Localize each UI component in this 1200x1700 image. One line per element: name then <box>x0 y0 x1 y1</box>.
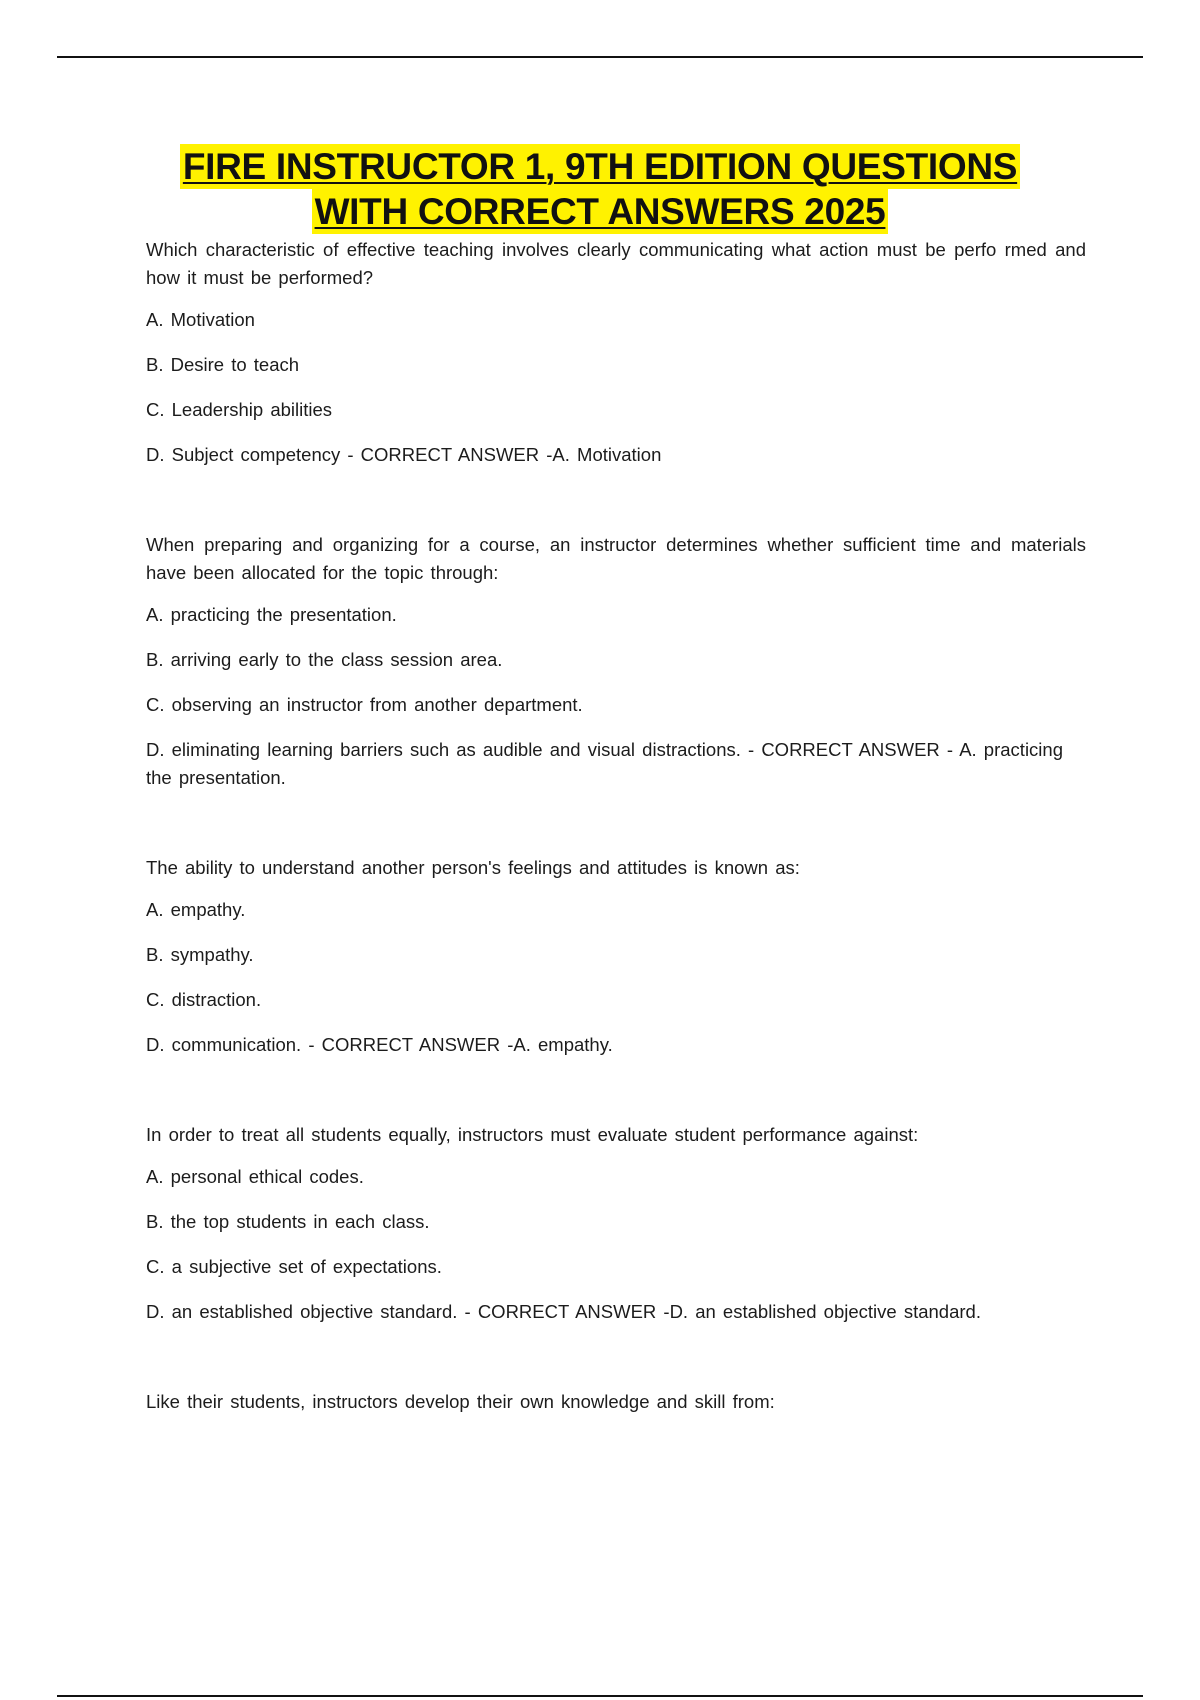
question-block <box>146 236 1086 469</box>
answer-option: B. arriving early to the class session area. <box>146 649 503 670</box>
question-list <box>146 236 1086 1430</box>
answer-option: A. personal ethical codes. <box>146 1166 364 1187</box>
answer-option-with-correct-answer: D. Subject competency - CORRECT ANSWER -A. Motivation <box>146 444 662 465</box>
answer-option: B. Desire to teach <box>146 354 300 375</box>
answer-option: C. distraction. <box>146 989 262 1010</box>
question-block <box>146 1388 1086 1416</box>
answer-option-with-correct-answer: D. an established objective standard. - CORRECT ANSWER -D. an established objective standard. <box>146 1301 981 1322</box>
question-text: The ability to understand another person's feelings and attitudes is known as: <box>146 857 800 878</box>
answer-option-with-correct-answer: D. communication. - CORRECT ANSWER -A. empathy. <box>146 1034 613 1055</box>
question-text: When preparing and organizing for a course, an instructor determines whether sufficient time and materials have been allocated for the topic through: <box>146 534 1086 583</box>
question-block <box>146 1121 1086 1326</box>
question-text: Which characteristic of effective teaching involves clearly communicating what action must be perfo rmed and how it must be performed? <box>146 239 1086 288</box>
answer-option-with-correct-answer: D. eliminating learning barriers such as audible and visual distractions. - CORRECT ANSWER - A. practicing the presentation. <box>146 739 1063 788</box>
answer-option: A. empathy. <box>146 899 246 920</box>
question-text: In order to treat all students equally, instructors must evaluate student performance against: <box>146 1124 919 1145</box>
title-line-2: WITH CORRECT ANSWERS 2025 <box>312 189 889 234</box>
bottom-rule <box>57 1695 1143 1697</box>
answer-option: C. Leadership abilities <box>146 399 333 420</box>
document-title <box>100 144 1100 234</box>
question-block <box>146 854 1086 1059</box>
question-block <box>146 531 1086 792</box>
answer-option: C. a subjective set of expectations. <box>146 1256 442 1277</box>
top-rule <box>57 56 1143 58</box>
title-line-1: FIRE INSTRUCTOR 1, 9TH EDITION QUESTIONS <box>180 144 1020 189</box>
answer-option: B. sympathy. <box>146 944 254 965</box>
answer-option: B. the top students in each class. <box>146 1211 430 1232</box>
answer-option: C. observing an instructor from another department. <box>146 694 583 715</box>
answer-option: A. practicing the presentation. <box>146 604 397 625</box>
answer-option: A. Motivation <box>146 309 255 330</box>
question-text: Like their students, instructors develop their own knowledge and skill from: <box>146 1391 775 1412</box>
